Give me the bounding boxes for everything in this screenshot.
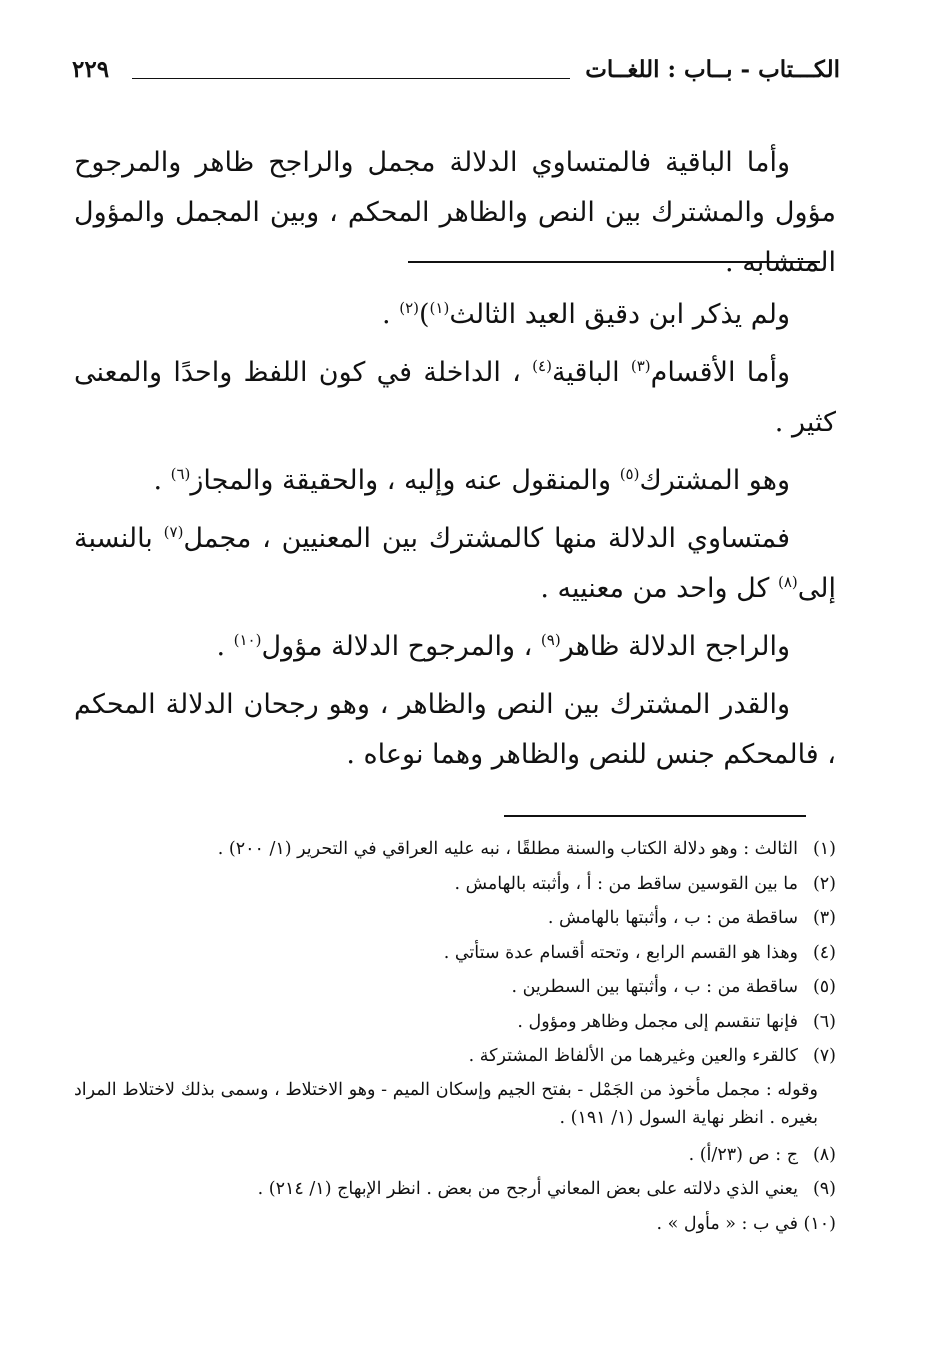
body-paragraph-5 bbox=[74, 622, 836, 672]
text-segment: بالنسبة إلى bbox=[74, 523, 836, 604]
footnote-text: يعني الذي دلالته على بعض المعاني أرجح من بعض . انظر الإبهاج (١/ ٢١٤) . bbox=[257, 1179, 798, 1199]
footnotes bbox=[74, 832, 836, 1241]
footnote-text: كالقرء والعين وغيرهما من الألفاظ المشتركة . bbox=[468, 1046, 798, 1066]
text-segment: . bbox=[216, 631, 234, 662]
body-paragraph-6 bbox=[74, 680, 836, 780]
footnote-5 bbox=[74, 970, 836, 1005]
text-segment: الباقية bbox=[551, 357, 631, 388]
footnote-ref: (٦) bbox=[170, 465, 191, 483]
body-paragraph-2 bbox=[74, 348, 836, 448]
page-number: ٢٢٩ bbox=[72, 56, 110, 83]
body-paragraph-1 bbox=[74, 290, 836, 340]
footnote-number: (١٠) bbox=[803, 1213, 836, 1234]
footnote-ref: (٤) bbox=[532, 357, 552, 375]
intro-paragraph: وأما الباقية فالمتساوي الدلالة مجمل والراجح ظاهر والمرجوح مؤول والمشترك بين النص والظاهر المحكم ، وبين المجمل والمؤول المتشابه . bbox=[74, 147, 836, 278]
footnote-ref: (١٠) bbox=[233, 631, 262, 649]
header-rule bbox=[132, 78, 570, 79]
text-segment: والمنقول عنه وإليه ، والحقيقة والمجاز bbox=[190, 465, 620, 496]
body-block bbox=[74, 290, 836, 780]
footnote-ref: (٣) bbox=[630, 357, 651, 375]
footnote-2 bbox=[74, 867, 836, 902]
footnote-ref: (٩) bbox=[540, 631, 561, 649]
footnote-number: (٤) bbox=[812, 942, 836, 963]
footnote-text: وهذا هو القسم الرابع ، وتحته أقسام عدة ستأتي . bbox=[443, 942, 798, 963]
footnote-number: (٧) bbox=[812, 1046, 836, 1066]
footnote-number: (١) bbox=[812, 839, 836, 859]
footnote-number: (٩) bbox=[812, 1179, 836, 1199]
text-segment: ، الداخلة في كون اللفظ واحدًا والمعنى كثير . bbox=[74, 357, 836, 438]
text-segment: والراجح الدلالة ظاهر bbox=[560, 631, 790, 662]
footnote-text: فإنها تنقسم إلى مجمل وظاهر ومؤول . bbox=[517, 1011, 798, 1032]
footnote-ref: (٢) bbox=[399, 299, 419, 317]
running-title: الكـــتاب - بــاب : اللغــات bbox=[585, 56, 840, 83]
footnote-4 bbox=[74, 936, 836, 971]
footnote-number: (٦) bbox=[812, 1011, 836, 1032]
footnote-10 bbox=[74, 1207, 836, 1242]
footnote-7-continuation: وقوله : مجمل مأخوذ من الجَمْل - بفتح الجيم وإسكان الميم - وهو الاختلاط ، وسمى بذلك لاختلاط المراد بغيره . انظر نهاية السول (١/ ١٩١) . bbox=[74, 1079, 818, 1128]
intro-block bbox=[74, 138, 836, 288]
text-segment: . bbox=[153, 465, 171, 496]
footnote-number: (٨) bbox=[812, 1144, 836, 1165]
footnote-number: (٢) bbox=[812, 873, 836, 894]
footnote-text: ساقطة من : ب ، وأثبتها بالهامش . bbox=[547, 908, 798, 928]
text-segment: والقدر المشترك بين النص والظاهر ، وهو رجحان الدلالة المحكم ، فالمحكم جنس للنص والظاهر وهما نوعاه . bbox=[74, 689, 836, 770]
text-segment: وهو المشترك bbox=[639, 465, 790, 496]
footnote-number: (٣) bbox=[812, 908, 836, 928]
footnote-text: ج : ص (٢٣/أ) . bbox=[688, 1144, 798, 1165]
footnote-text: الثالث : وهو دلالة الكتاب والسنة مطلقًا ، نبه عليه العراقي في التحرير (١/ ٢٠٠) . bbox=[217, 839, 798, 859]
footnote-ref: (١) bbox=[429, 299, 450, 317]
footnote-text: ساقطة من : ب ، وأثبتها بين السطرين . bbox=[511, 977, 798, 997]
body-paragraph-3 bbox=[74, 456, 836, 506]
footnote-ref: (٧) bbox=[163, 523, 184, 541]
footnote-3 bbox=[74, 901, 836, 936]
page-header bbox=[60, 52, 840, 92]
text-segment: . bbox=[382, 299, 400, 330]
footnote-7 bbox=[74, 1039, 836, 1074]
section-rule bbox=[408, 261, 820, 263]
footnote-rule bbox=[504, 815, 806, 817]
body-paragraph-4 bbox=[74, 514, 836, 614]
footnote-8 bbox=[74, 1138, 836, 1173]
text-segment: وأما الأقسام bbox=[650, 357, 790, 388]
footnote-6 bbox=[74, 1005, 836, 1040]
text-segment: كل واحد من معنييه . bbox=[540, 573, 778, 604]
footnote-ref: (٥) bbox=[619, 465, 640, 483]
text-segment: ، والمرجوح الدلالة مؤول bbox=[261, 631, 541, 662]
footnote-ref: (٨) bbox=[777, 573, 798, 591]
text-segment: ) bbox=[419, 299, 430, 330]
footnote-text: ما بين القوسين ساقط من : أ ، وأثبته بالهامش . bbox=[454, 873, 798, 894]
text-segment: ولم يذكر ابن دقيق العيد الثالث bbox=[449, 299, 790, 330]
footnote-1 bbox=[74, 832, 836, 867]
footnote-9 bbox=[74, 1172, 836, 1207]
text-segment: فمتساوي الدلالة منها كالمشترك بين المعنيين ، مجمل bbox=[183, 523, 790, 554]
footnote-text: في ب : « مأول » . bbox=[656, 1213, 798, 1234]
footnote-number: (٥) bbox=[812, 977, 836, 997]
